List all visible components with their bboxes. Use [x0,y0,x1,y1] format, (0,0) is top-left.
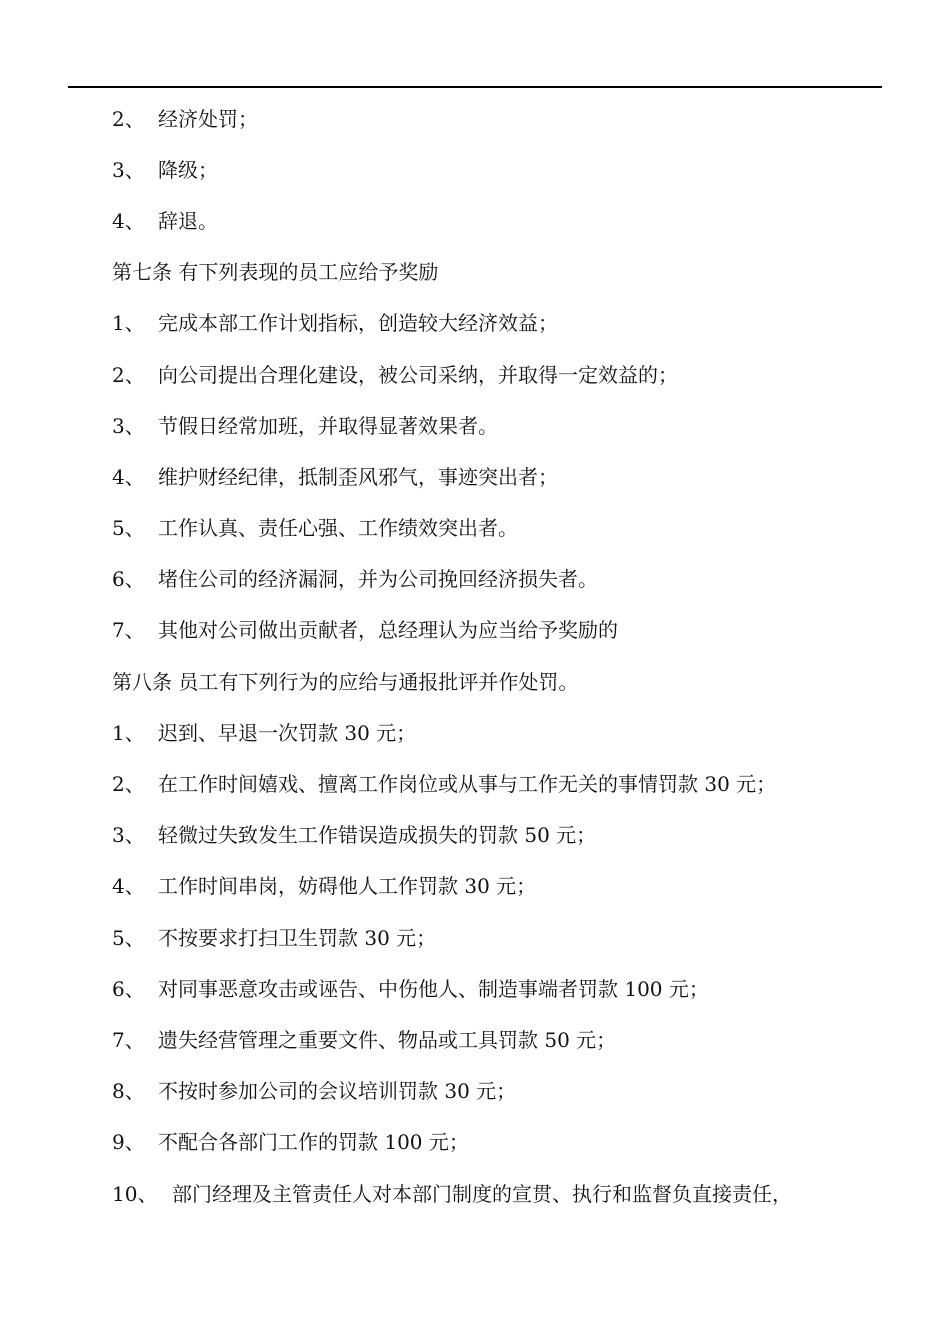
list-item-number: 2、 [112,772,145,797]
list-item-text: 堵住公司的经济漏洞，并为公司挽回经济损失者。 [158,567,598,592]
list-item-text: 遗失经营管理之重要文件、物品或工具罚款 50 元； [158,1027,617,1052]
list-item [112,912,892,963]
list-item [112,861,892,912]
header-rule [68,86,882,88]
list-item-number: 2、 [112,106,145,131]
list-item [112,1066,892,1117]
list-item [112,707,892,758]
list-item [112,349,892,400]
list-item [112,93,892,144]
section-heading [112,656,892,707]
list-item-number: 1、 [112,311,145,336]
list-item [112,810,892,861]
list-item-text: 完成本部工作计划指标，创造较大经济效益； [158,311,558,336]
list-item-text: 部门经理及主管责任人对本部门制度的宣贯、执行和监督负直接责任， [172,1181,792,1206]
section-heading-text: 第八条 员工有下列行为的应给与通报批评并作处罚。 [112,669,579,694]
list-item-text: 不按时参加公司的会议培训罚款 30 元； [158,1079,517,1104]
list-item [112,503,892,554]
section-heading [112,247,892,298]
list-item-text: 对同事恶意攻击或诬告、中伤他人、制造事端者罚款 100 元； [158,976,709,1001]
list-item [112,451,892,502]
list-item-number: 7、 [112,1027,145,1052]
list-item-number: 3、 [112,823,145,848]
list-item-number: 4、 [112,464,145,489]
list-item [112,1117,892,1168]
list-item-text: 工作时间串岗，妨碍他人工作罚款 30 元； [158,874,537,899]
list-item [112,963,892,1014]
list-item-text: 辞退。 [158,208,218,233]
list-item-number: 4、 [112,874,145,899]
list-item-number: 5、 [112,925,145,950]
list-item-text: 其他对公司做出贡献者，总经理认为应当给予奖励的 [158,618,618,643]
list-item-number: 5、 [112,516,145,541]
list-item-number: 3、 [112,413,145,438]
document-body [112,93,892,1219]
list-item-text: 降级； [158,157,218,182]
list-item [112,400,892,451]
list-item-text: 轻微过失致发生工作错误造成损失的罚款 50 元； [158,823,597,848]
list-item-number: 6、 [112,567,145,592]
list-item-text: 经济处罚； [158,106,258,131]
list-item-text: 不配合各部门工作的罚款 100 元； [158,1130,469,1155]
list-item-number: 10、 [112,1181,158,1206]
list-item-text: 不按要求打扫卫生罚款 30 元； [158,925,437,950]
list-item-number: 4、 [112,208,145,233]
list-item-number: 9、 [112,1130,145,1155]
list-item-number: 1、 [112,720,145,745]
list-item-text: 向公司提出合理化建设，被公司采纳，并取得一定效益的； [158,362,678,387]
section-heading-text: 第七条 有下列表现的员工应给予奖励 [112,260,439,285]
list-item [112,144,892,195]
list-item [112,1168,892,1219]
list-item-number: 3、 [112,157,145,182]
list-item-number: 6、 [112,976,145,1001]
list-item [112,1014,892,1065]
list-item-text: 节假日经常加班，并取得显著效果者。 [158,413,498,438]
list-item [112,554,892,605]
list-item-text: 维护财经纪律，抵制歪风邪气，事迹突出者； [158,464,558,489]
list-item-text: 迟到、早退一次罚款 30 元； [158,720,417,745]
list-item [112,298,892,349]
list-item-text: 在工作时间嬉戏、擅离工作岗位或从事与工作无关的事情罚款 30 元； [158,772,777,797]
list-item [112,195,892,246]
list-item-number: 8、 [112,1079,145,1104]
list-item-number: 2、 [112,362,145,387]
list-item [112,605,892,656]
list-item [112,758,892,809]
list-item-number: 7、 [112,618,145,643]
list-item-text: 工作认真、责任心强、工作绩效突出者。 [158,516,518,541]
